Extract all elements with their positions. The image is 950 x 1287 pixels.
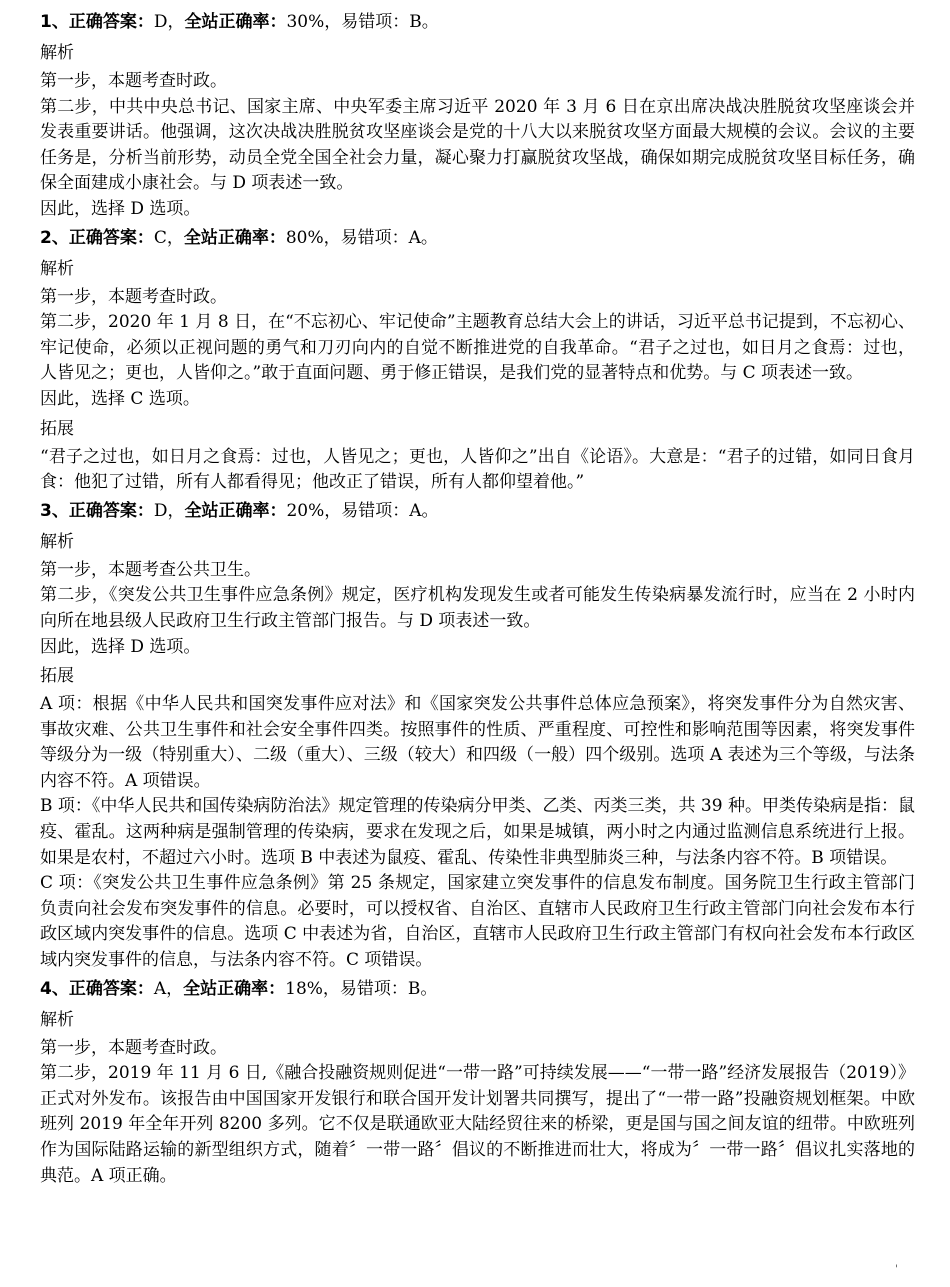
extension-paragraph: “君子之过也，如日月之食焉：过也，人皆见之；更也，人皆仰之”出自《论语》。大意是：“君子的过错，如同日食月食：他犯了过错，所有人都看得见；他改正了错误，所有人都仰望着他。” (40, 446, 915, 493)
question-3-header (40, 496, 915, 526)
extension-paragraph: B 项：《中华人民共和国传染病防治法》规定管理的传染病分甲类、乙类、丙类三类，共 39 种。甲类传染病是指：鼠疫、霍乱。这两种病是强制管理的传染病，要求在发现之后，如果是城镇，两小时之内通过监测信息系统进行上报。如果是农村，不超过六小时。选项 B 中表述为鼠疫、霍乱、传染性非典型肺炎三种，与法条内容不符。B 项错误。 (40, 796, 915, 868)
rate-label: 全站正确率： (183, 978, 286, 999)
paragraph: 第二步，2019 年 11 月 6 日,《融合投融资规则促进“一带一路”可持续发展——“一带一路”经济发展报告（2019）》正式对外发布。该报告由中国国家开发银行和联合国开发计划署共同撰写，提出了“一带一路”投融资规划框架。中欧班列 2019 年全年开列 8200 多列。它不仅是联通欧亚大陆经贸往来的桥梁，更是国与国之间友谊的纽带。中欧班列作为国际陆路运输的新型组织方式，随着〞一带一路〞倡议的不断推进而壮大，将成为〞一带一路〞倡议扎实落地的典范。A 项正确。 (40, 1063, 915, 1186)
answer-label: 正确答案： (68, 227, 154, 248)
paragraph: 因此，选择 C 选项。 (40, 388, 200, 409)
corner-mark: ' (895, 1264, 898, 1276)
wrong-option: 易错项：B。 (339, 978, 438, 999)
rate-value: 20%， (286, 500, 342, 521)
rate-value: 80%， (285, 227, 341, 248)
analysis-label: 解析 (40, 1009, 74, 1030)
paragraph: 第二步，2020 年 1 月 8 日，在“不忘初心、牢记使命”主题教育总结大会上的讲话，习近平总书记提到，不忘初心、牢记使命，必须以正视问题的勇气和刀刃向内的自觉不断推进党的自我革命。“君子之过也，如日月之食焉：过也，人皆见之；更也，人皆仰之。”敢于直面问题、勇于修正错误，是我们党的显著特点和优势。与 C 项表述一致。 (40, 312, 915, 384)
question-number: 2、 (40, 227, 69, 248)
wrong-option: 易错项：B。 (341, 12, 439, 32)
rate-label: 全站正确率： (184, 500, 287, 521)
extension-paragraph: A 项：根据《中华人民共和国突发事件应对法》和《国家突发公共事件总体应急预案》，将突发事件分为自然灾害、事故灾难、公共卫生事件和社会安全事件四类。按照事件的性质、严重程度、可控性和影响范围等因素，将突发事件等级分为一级（特别重大）、二级（重大）、三级（较大）和四级（一般）四个级别。选项 A 表述为三个等级，与法条内容不符。A 项错误。 (40, 694, 915, 791)
document-page (40, 7, 915, 1189)
answer-label: 正确答案： (68, 978, 154, 999)
analysis-label: 解析 (40, 258, 74, 279)
paragraph: 第一步，本题考查时政。 (40, 71, 227, 91)
paragraph: 第一步，本题考查公共卫生。 (40, 559, 261, 580)
extension-paragraph: C 项：《突发公共卫生事件应急条例》第 25 条规定，国家建立突发事件的信息发布制度。国务院卫生行政主管部门负责向社会发布突发事件的信息。必要时，可以授权省、自治区、直辖市人民政府卫生行政主管部门向社会发布本行政区域内突发事件的信息。选项 C 中表述为省，自治区，直辖市人民政府卫生行政主管部门有权向社会发布本行政区域内突发事件的信息，与法条内容不符。C 项错误。 (40, 873, 915, 971)
answer-value: D， (153, 500, 185, 521)
question-number: 4、 (40, 978, 69, 999)
answer-value: C， (153, 227, 184, 248)
rate-label: 全站正确率： (183, 227, 286, 248)
analysis-label: 解析 (40, 531, 74, 552)
rate-label: 全站正确率： (184, 12, 287, 32)
question-number: 1、 (40, 12, 69, 32)
paragraph: 因此，选择 D 选项。 (40, 198, 201, 219)
rate-value: 30%， (286, 12, 342, 32)
answer-value: A， (153, 978, 184, 999)
wrong-option: 易错项：A。 (341, 500, 439, 521)
question-number: 3、 (40, 500, 69, 521)
paragraph: 第一步，本题考查时政。 (40, 1037, 227, 1058)
extension-label: 拓展 (40, 418, 74, 439)
paragraph: 因此，选择 D 选项。 (40, 636, 201, 657)
wrong-option: 易错项：A。 (340, 227, 438, 248)
analysis-label: 解析 (40, 43, 74, 63)
answer-label: 正确答案： (68, 500, 154, 521)
question-4-header (40, 974, 915, 1004)
paragraph: 第二步，中共中央总书记、国家主席、中央军委主席习近平 2020 年 3 月 6 日在京出席决战决胜脱贫攻坚座谈会并发表重要讲话。他强调，这次决战决胜脱贫攻坚座谈会是党的十八大以来脱贫攻坚方面最大规模的会议。会议的主要任务是，分析当前形势，动员全党全国全社会力量，凝心聚力打赢脱贫攻坚战，确保如期完成脱贫攻坚目标任务，确保全面建成小康社会。与 D 项表述一致。 (40, 96, 915, 194)
question-1-header (40, 7, 915, 37)
question-2-header (40, 223, 915, 253)
paragraph: 第一步，本题考查时政。 (40, 286, 227, 307)
extension-label: 拓展 (40, 666, 74, 687)
answer-value: D， (153, 12, 185, 32)
paragraph: 第二步，《突发公共卫生事件应急条例》规定，医疗机构发现发生或者可能发生传染病暴发流行时，应当在 2 小时内向所在地县级人民政府卫生行政主管部门报告。与 D 项表述一致。 (40, 585, 915, 631)
rate-value: 18%， (285, 978, 340, 999)
answer-label: 正确答案： (68, 12, 154, 32)
